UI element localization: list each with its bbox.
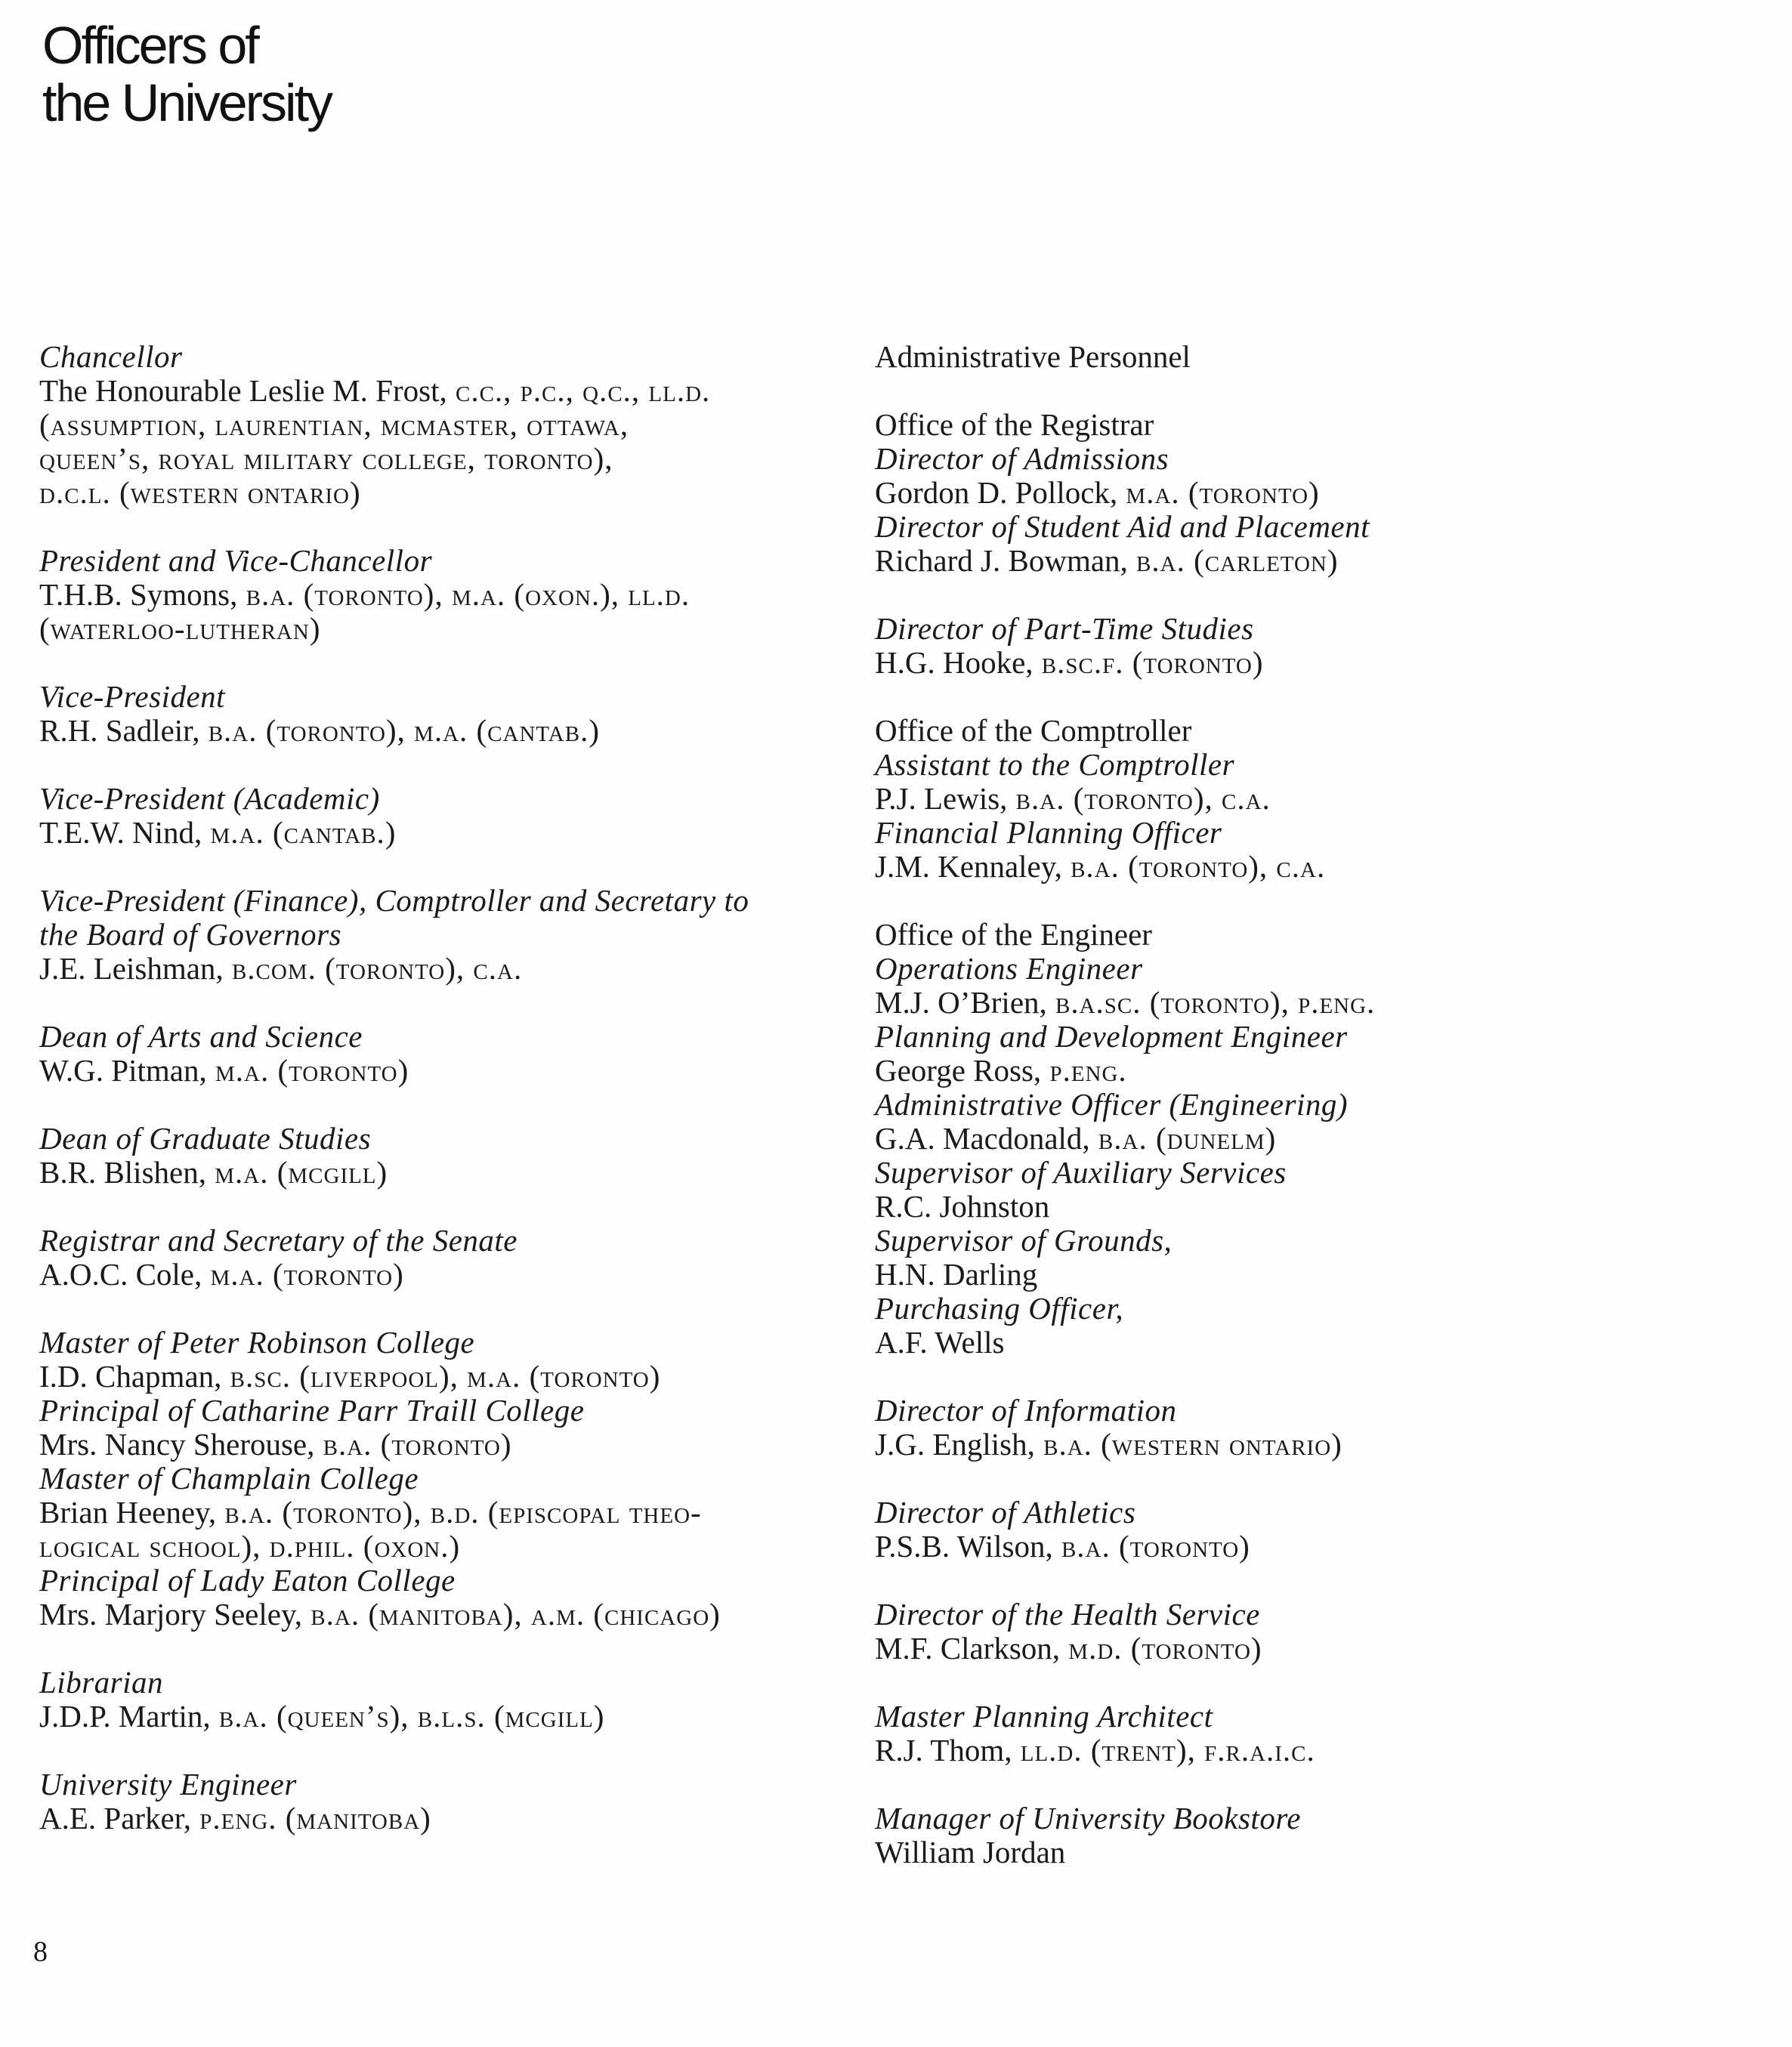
officer-credentials: ll.d. (trent), f.r.a.i.c. bbox=[1012, 1733, 1315, 1768]
role-title: Supervisor of Auxiliary Services bbox=[875, 1155, 1287, 1190]
officer-credentials: b.a. (toronto), c.a. bbox=[1061, 849, 1326, 884]
officer-credentials: b.a. (toronto) bbox=[314, 1427, 512, 1462]
officer-name: R.H. Sadleir, bbox=[39, 713, 200, 748]
officer-credentials: m.d. (toronto) bbox=[1060, 1631, 1262, 1666]
officer-credentials: b.com. (toronto), c.a. bbox=[223, 951, 523, 986]
officer-name: Mrs. Nancy Sherouse, bbox=[39, 1427, 315, 1462]
officer-name-line bbox=[875, 544, 1661, 578]
officer-credentials: b.a. (western ontario) bbox=[1034, 1427, 1342, 1462]
entry-registrar bbox=[39, 1224, 825, 1292]
role-title: Master Planning Architect bbox=[875, 1699, 1213, 1734]
officer-name: Richard J. Bowman, bbox=[875, 543, 1128, 578]
officer-name-line bbox=[39, 1598, 825, 1632]
officer-name-line bbox=[39, 714, 825, 748]
section-heading: Administrative Personnel bbox=[875, 339, 1191, 374]
officer-name: H.G. Hooke, bbox=[875, 645, 1033, 680]
officer-name-line bbox=[39, 1496, 825, 1530]
role-title: University Engineer bbox=[39, 1767, 297, 1802]
office-heading: Office of the Engineer bbox=[875, 917, 1152, 952]
officer-credentials: logical school), d.phil. (oxon.) bbox=[39, 1529, 461, 1564]
officer-credentials: p.eng. bbox=[1041, 1053, 1127, 1088]
officer-name-line bbox=[39, 1700, 825, 1734]
officer-name: R.C. Johnston bbox=[875, 1189, 1050, 1224]
officer-name: George Ross, bbox=[875, 1053, 1042, 1088]
officer-credentials: d.c.l. (western ontario) bbox=[39, 475, 361, 510]
entry-librarian bbox=[39, 1666, 825, 1734]
officer-credentials: b.a. (queen’s), b.l.s. (mcgill) bbox=[210, 1699, 605, 1734]
role-title: Director of Athletics bbox=[875, 1495, 1136, 1530]
officer-name: The Honourable Leslie M. Frost, bbox=[39, 373, 447, 408]
officer-credentials: b.sc. (liverpool), m.a. (toronto) bbox=[221, 1359, 661, 1394]
officer-name: W.G. Pitman, bbox=[39, 1053, 207, 1088]
officer-name-line bbox=[875, 1054, 1661, 1088]
officer-credentials: m.a. (cantab.) bbox=[202, 815, 397, 850]
role-title: Master of Champlain College bbox=[39, 1461, 419, 1496]
officer-name: J.E. Leishman, bbox=[39, 951, 224, 986]
officer-credentials: b.a. (toronto) bbox=[1052, 1529, 1250, 1564]
officer-name-line bbox=[39, 1054, 825, 1088]
officer-credentials: queen’s, royal military college, toronto), bbox=[39, 441, 613, 476]
entry-university-engineer bbox=[39, 1768, 825, 1836]
role-title: Director of Student Aid and Placement bbox=[875, 509, 1370, 544]
officer-name-line bbox=[39, 1360, 825, 1394]
officer-name: M.F. Clarkson, bbox=[875, 1631, 1061, 1666]
officer-name-line bbox=[39, 952, 825, 986]
officer-name-line bbox=[875, 782, 1661, 816]
role-title: the Board of Governors bbox=[39, 917, 342, 952]
role-title: Purchasing Officer, bbox=[875, 1291, 1124, 1326]
officer-name-line bbox=[875, 1428, 1661, 1462]
officer-credentials: b.a. (dunelm) bbox=[1089, 1121, 1277, 1156]
officer-name: P.J. Lewis, bbox=[875, 781, 1008, 816]
entry-director-athletics bbox=[875, 1496, 1661, 1564]
officer-credentials: b.a. (toronto), m.a. (cantab.) bbox=[199, 713, 600, 748]
entry-registrar-office bbox=[875, 408, 1661, 578]
role-title: Dean of Arts and Science bbox=[39, 1019, 363, 1054]
entry-dean-graduate bbox=[39, 1122, 825, 1190]
officer-credentials: b.a. (manitoba), a.m. (chicago) bbox=[302, 1597, 721, 1632]
officer-name: I.D. Chapman, bbox=[39, 1359, 222, 1394]
office-heading: Office of the Comptroller bbox=[875, 713, 1192, 748]
officer-name: B.R. Blishen, bbox=[39, 1155, 206, 1190]
role-title: Financial Planning Officer bbox=[875, 815, 1222, 850]
office-heading: Office of the Registrar bbox=[875, 407, 1154, 442]
officer-name: T.H.B. Symons, bbox=[39, 577, 238, 612]
officer-name: R.J. Thom, bbox=[875, 1733, 1012, 1768]
officer-name-line bbox=[875, 646, 1661, 680]
page-title-line-1: Officers of bbox=[42, 16, 258, 75]
role-title: Vice-President (Academic) bbox=[39, 781, 380, 816]
officer-credentials: m.a. (toronto) bbox=[202, 1257, 404, 1292]
role-title: Assistant to the Comptroller bbox=[875, 747, 1235, 782]
officer-credentials: b.a.sc. (toronto), p.eng. bbox=[1046, 985, 1376, 1020]
role-title: Planning and Development Engineer bbox=[875, 1019, 1348, 1054]
officer-credentials: b.a. (toronto), b.d. (episcopal theo- bbox=[216, 1495, 702, 1530]
entry-dean-arts bbox=[39, 1020, 825, 1088]
officer-name-line bbox=[39, 1802, 825, 1836]
officer-name-line bbox=[875, 1632, 1661, 1666]
role-title: Director of Admissions bbox=[875, 441, 1169, 476]
officer-name: P.S.B. Wilson, bbox=[875, 1529, 1053, 1564]
entry-vice-president bbox=[39, 680, 825, 748]
officer-credentials: b.a. (toronto), c.a. bbox=[1007, 781, 1271, 816]
role-title: Director of the Health Service bbox=[875, 1597, 1260, 1632]
entry-chancellor bbox=[39, 340, 825, 510]
officer-name: M.J. O’Brien, bbox=[875, 985, 1047, 1020]
role-title: Vice-President (Finance), Comptroller and Secretary to bbox=[39, 883, 749, 918]
entry-engineer-office bbox=[875, 918, 1661, 1360]
officer-name: A.O.C. Cole, bbox=[39, 1257, 202, 1292]
officer-credentials: b.sc.f. (toronto) bbox=[1033, 645, 1264, 680]
entry-president bbox=[39, 544, 825, 646]
role-title: Principal of Catharine Parr Traill College bbox=[39, 1393, 585, 1428]
officer-name-line bbox=[875, 1530, 1661, 1564]
officer-name: William Jordan bbox=[875, 1835, 1066, 1869]
page-number: 8 bbox=[33, 1936, 48, 1968]
officer-name: Brian Heeney, bbox=[39, 1495, 217, 1530]
officer-credentials: (assumption, laurentian, mcmaster, ottawa, bbox=[39, 407, 629, 442]
role-title: Vice-President bbox=[39, 679, 226, 714]
officer-name: A.F. Wells bbox=[875, 1325, 1005, 1360]
officer-credentials: b.a. (toronto), m.a. (oxon.), ll.d. bbox=[237, 577, 691, 612]
role-title: Supervisor of Grounds, bbox=[875, 1223, 1173, 1258]
officer-name-line bbox=[39, 374, 825, 408]
officer-name: J.D.P. Martin, bbox=[39, 1699, 211, 1734]
officer-name-line bbox=[875, 986, 1661, 1020]
role-title: Chancellor bbox=[39, 339, 183, 374]
officer-name: A.E. Parker, bbox=[39, 1801, 192, 1836]
page-title-line-2: the University bbox=[42, 73, 332, 132]
officer-name: J.G. English, bbox=[875, 1427, 1035, 1462]
officer-name-line bbox=[39, 1428, 825, 1462]
role-title: Director of Part-Time Studies bbox=[875, 611, 1254, 646]
role-title: Manager of University Bookstore bbox=[875, 1801, 1301, 1836]
officer-name: G.A. Macdonald, bbox=[875, 1121, 1090, 1156]
officer-name-line bbox=[39, 1258, 825, 1292]
entry-director-information bbox=[875, 1394, 1661, 1462]
officer-name: Mrs. Marjory Seeley, bbox=[39, 1597, 303, 1632]
officers-column bbox=[39, 340, 825, 1869]
entry-part-time-studies bbox=[875, 612, 1661, 680]
role-title: Principal of Lady Eaton College bbox=[39, 1563, 456, 1598]
officer-credentials: m.a. (mcgill) bbox=[205, 1155, 388, 1190]
officer-name: Gordon D. Pollock, bbox=[875, 475, 1118, 510]
officer-credentials: m.a. (toronto) bbox=[1117, 475, 1320, 510]
officer-name: T.E.W. Nind, bbox=[39, 815, 202, 850]
role-title: President and Vice-Chancellor bbox=[39, 543, 433, 578]
role-title: Director of Information bbox=[875, 1393, 1177, 1428]
officer-credentials: b.a. (carleton) bbox=[1127, 543, 1339, 578]
officer-credentials: m.a. (toronto) bbox=[206, 1053, 409, 1088]
entry-comptroller-office bbox=[875, 714, 1661, 884]
officer-name-line bbox=[875, 850, 1661, 884]
officer-name-line bbox=[875, 1122, 1661, 1156]
entry-vp-finance bbox=[39, 884, 825, 986]
role-title: Registrar and Secretary of the Senate bbox=[39, 1223, 518, 1258]
officer-name: J.M. Kennaley, bbox=[875, 849, 1062, 884]
officer-name: H.N. Darling bbox=[875, 1257, 1038, 1292]
officer-credentials: p.eng. (manitoba) bbox=[191, 1801, 431, 1836]
role-title: Master of Peter Robinson College bbox=[39, 1325, 475, 1360]
officer-name-line bbox=[875, 476, 1661, 510]
officer-name-line bbox=[39, 1156, 825, 1190]
entry-colleges bbox=[39, 1326, 825, 1632]
entry-planning-architect bbox=[875, 1700, 1661, 1768]
officer-name-line bbox=[875, 1734, 1661, 1768]
role-title: Dean of Graduate Studies bbox=[39, 1121, 372, 1156]
officer-name-line bbox=[39, 578, 825, 612]
administrative-heading-block bbox=[875, 340, 1661, 374]
role-title: Operations Engineer bbox=[875, 951, 1143, 986]
role-title: Administrative Officer (Engineering) bbox=[875, 1087, 1349, 1122]
entry-vp-academic bbox=[39, 782, 825, 850]
entry-bookstore-manager bbox=[875, 1802, 1661, 1869]
officer-name-line bbox=[39, 816, 825, 850]
page-title bbox=[42, 17, 331, 131]
role-title: Librarian bbox=[39, 1665, 163, 1700]
administrative-column bbox=[875, 340, 1661, 1903]
entry-director-health bbox=[875, 1598, 1661, 1666]
officer-credentials: c.c., p.c., q.c., ll.d. bbox=[446, 373, 711, 408]
officer-credentials: (waterloo-lutheran) bbox=[39, 611, 321, 646]
